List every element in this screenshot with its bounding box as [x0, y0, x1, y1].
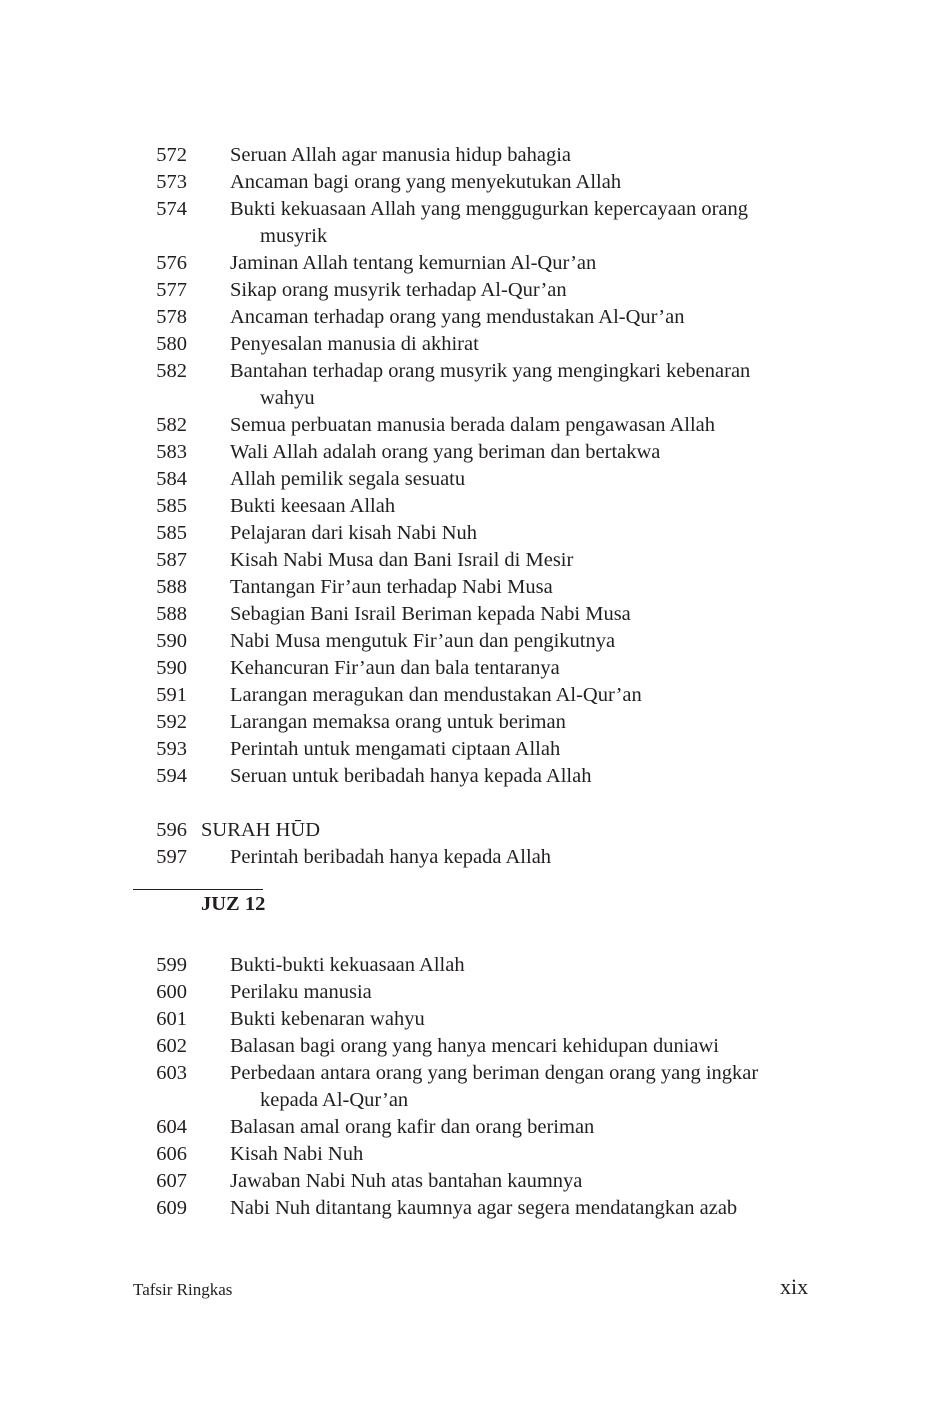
toc-entry-page: 582: [156, 414, 187, 436]
toc-entry-title-text: Seruan untuk beribadah hanya kepada Allah: [230, 765, 592, 787]
toc-entry-page: 572: [156, 144, 187, 166]
toc-entry-title-text: Kisah Nabi Nuh: [230, 1143, 364, 1165]
toc-entry: [0, 1168, 946, 1195]
toc-entry-title-text: Sikap orang musyrik terhadap Al-Qur’an: [230, 279, 567, 301]
toc-entry-page: 574: [156, 198, 187, 220]
toc-entry-title-text: Balasan bagi orang yang hanya mencari kehidupan duniawi: [230, 1035, 719, 1057]
toc-entry-title-text: Tantangan Fir’aun terhadap Nabi Musa: [230, 576, 553, 598]
toc-entry: [0, 466, 946, 493]
toc-entry-page: 603: [156, 1062, 187, 1084]
toc-entry-title-text: Ancaman bagi orang yang menyekutukan Allah: [230, 171, 622, 193]
toc-entry-title-text: Larangan memaksa orang untuk beriman: [230, 711, 566, 733]
toc-entry: [0, 547, 946, 574]
toc-entry: [0, 250, 946, 277]
toc-entry-title-text: Semua perbuatan manusia berada dalam pengawasan Allah: [230, 414, 715, 436]
toc-entry: [0, 844, 946, 871]
toc-entry-title-text: Bukti kekuasaan Allah yang menggugurkan kepercayaan orang: [230, 198, 749, 220]
toc-entry: [0, 952, 946, 979]
juz-heading: JUZ 12: [201, 893, 266, 915]
surah-heading-row: [0, 817, 946, 844]
toc-entry-page: 582: [156, 360, 187, 382]
toc-section-juz-12: [0, 952, 946, 1222]
toc-entry-page: 584: [156, 468, 187, 490]
surah-page-number: 596: [156, 819, 187, 841]
toc-entry-page: 590: [156, 657, 187, 679]
toc-entry-page: 588: [156, 576, 187, 598]
toc-entry-title-text: Wali Allah adalah orang yang beriman dan bertakwa: [230, 441, 661, 463]
toc-entry-title: [187, 1195, 830, 1222]
toc-entry-title: [187, 466, 830, 493]
toc-entry-title-text: Ancaman terhadap orang yang mendustakan Al-Qur’an: [230, 306, 685, 328]
toc-entry-title: [187, 1060, 830, 1114]
footer-book-title: Tafsir Ringkas: [133, 1280, 233, 1299]
toc-entry-title: [187, 709, 830, 736]
toc-entry: [0, 601, 946, 628]
toc-entry-title: [187, 736, 830, 763]
toc-entry: [0, 142, 946, 169]
toc-entry: [0, 574, 946, 601]
section-gap: [0, 790, 946, 817]
toc-entry-title-text: Larangan meragukan dan mendustakan Al-Qur’an: [230, 684, 642, 706]
toc-entry-title-text: Jawaban Nabi Nuh atas bantahan kaumnya: [230, 1170, 583, 1192]
toc-entry-title: [187, 1033, 830, 1060]
toc-entry-title-text: Bukti-bukti kekuasaan Allah: [230, 954, 465, 976]
toc-entry-page: 590: [156, 630, 187, 652]
toc-entry-title: [187, 331, 830, 358]
toc-entry-title: [187, 250, 830, 277]
toc-entry-title-text: Bukti kebenaran wahyu: [230, 1008, 425, 1030]
table-of-contents: [0, 142, 946, 1222]
toc-entry-title: [187, 601, 830, 628]
toc-entry-title-text: Allah pemilik segala sesuatu: [230, 468, 466, 490]
toc-entry: [0, 439, 946, 466]
toc-entry: [0, 412, 946, 439]
toc-entry-page: 583: [156, 441, 187, 463]
toc-entry-page: 606: [156, 1143, 187, 1165]
toc-entry-page: 602: [156, 1035, 187, 1057]
toc-entry-title-continuation: wahyu: [260, 387, 315, 409]
toc-entry: [0, 736, 946, 763]
toc-entry-page: 573: [156, 171, 187, 193]
toc-entry-page: 587: [156, 549, 187, 571]
toc-entry-page: 607: [156, 1170, 187, 1192]
toc-entry-page: 601: [156, 1008, 187, 1030]
toc-entry-page: 599: [156, 954, 187, 976]
toc-entry: [0, 682, 946, 709]
toc-entry-title: [187, 628, 830, 655]
toc-entry-title: [187, 1141, 830, 1168]
toc-entry: [0, 358, 946, 412]
toc-entry: [0, 979, 946, 1006]
toc-entry-title-text: Pelajaran dari kisah Nabi Nuh: [230, 522, 478, 544]
toc-entry-title: [187, 655, 830, 682]
toc-entry-title: [187, 142, 830, 169]
toc-entry-page: 604: [156, 1116, 187, 1138]
toc-entry-title-continuation: musyrik: [260, 225, 328, 247]
juz-block: [0, 871, 946, 952]
toc-entry: [0, 763, 946, 790]
toc-entry-title: [187, 763, 830, 790]
toc-entry-title-text: Perbedaan antara orang yang beriman dengan orang yang ingkar: [230, 1062, 759, 1084]
toc-entry: [0, 196, 946, 250]
toc-entry-page: 576: [156, 252, 187, 274]
toc-entry-title-text: Sebagian Bani Israil Beriman kepada Nabi Musa: [230, 603, 631, 625]
toc-entry-page: 580: [156, 333, 187, 355]
toc-entry-page: 577: [156, 279, 187, 301]
toc-entry-title: [187, 358, 830, 412]
toc-entry-title: [187, 493, 830, 520]
toc-entry-title-text: Seruan Allah agar manusia hidup bahagia: [230, 144, 571, 166]
toc-entry-title: [187, 169, 830, 196]
toc-entry-title-text: Balasan amal orang kafir dan orang beriman: [230, 1116, 595, 1138]
toc-entry-title-text: Nabi Musa mengutuk Fir’aun dan pengikutnya: [230, 630, 616, 652]
toc-entry-page: 600: [156, 981, 187, 1003]
toc-entry-title: [187, 520, 830, 547]
toc-entry: [0, 1060, 946, 1114]
toc-entry: [0, 331, 946, 358]
toc-entry-page: 594: [156, 765, 187, 787]
toc-entry-title-text: Penyesalan manusia di akhirat: [230, 333, 479, 355]
toc-entry-title: [187, 1168, 830, 1195]
toc-entry-title-text: Nabi Nuh ditantang kaumnya agar segera mendatangkan azab: [230, 1197, 738, 1219]
toc-entry-page: 592: [156, 711, 187, 733]
toc-entry-title: [187, 196, 830, 250]
toc-entry: [0, 1141, 946, 1168]
toc-entry-title-text: Kehancuran Fir’aun dan bala tentaranya: [230, 657, 560, 679]
toc-entry: [0, 709, 946, 736]
toc-entry: [0, 493, 946, 520]
toc-entry-title: [187, 844, 830, 871]
toc-entry-title: [187, 682, 830, 709]
toc-entry-title-text: Bantahan terhadap orang musyrik yang mengingkari kebenaran: [230, 360, 751, 382]
toc-entry-title-text: Perilaku manusia: [230, 981, 372, 1003]
toc-entry-page: 597: [156, 846, 187, 868]
toc-entry-page: 591: [156, 684, 187, 706]
toc-entry: [0, 655, 946, 682]
toc-entry-title: [187, 574, 830, 601]
toc-entry: [0, 277, 946, 304]
toc-entry-title: [187, 979, 830, 1006]
toc-section-surah-hud: [0, 844, 946, 871]
toc-entry-title: [187, 412, 830, 439]
footer-page-number: xix: [780, 1274, 809, 1299]
toc-entry-title-text: Perintah untuk mengamati ciptaan Allah: [230, 738, 561, 760]
toc-entry-page: 593: [156, 738, 187, 760]
toc-entry-title-text: Kisah Nabi Musa dan Bani Israil di Mesir: [230, 549, 574, 571]
toc-section-surah-yunus: [0, 142, 946, 790]
toc-entry-title: [187, 1114, 830, 1141]
toc-entry-title-text: Bukti keesaan Allah: [230, 495, 396, 517]
toc-entry: [0, 1006, 946, 1033]
toc-entry-page: 585: [156, 522, 187, 544]
toc-entry-title: [187, 952, 830, 979]
toc-entry: [0, 1033, 946, 1060]
toc-entry-title: [187, 439, 830, 466]
toc-entry-title-continuation: kepada Al-Qur’an: [260, 1089, 409, 1111]
toc-entry-page: 588: [156, 603, 187, 625]
toc-entry-title: [187, 1006, 830, 1033]
toc-entry-title-text: Jaminan Allah tentang kemurnian Al-Qur’an: [230, 252, 597, 274]
surah-heading: SURAH HŪD: [201, 819, 321, 841]
toc-entry-page: 609: [156, 1197, 187, 1219]
toc-entry-title: [187, 277, 830, 304]
toc-entry-page: 585: [156, 495, 187, 517]
toc-entry-title: [187, 304, 830, 331]
toc-entry: [0, 520, 946, 547]
toc-entry: [0, 1114, 946, 1141]
toc-entry: [0, 628, 946, 655]
toc-entry-title-text: Perintah beribadah hanya kepada Allah: [230, 846, 552, 868]
toc-entry: [0, 1195, 946, 1222]
toc-entry: [0, 169, 946, 196]
toc-entry-title: [187, 547, 830, 574]
juz-divider-rule: [133, 889, 263, 890]
toc-entry: [0, 304, 946, 331]
toc-entry-page: 578: [156, 306, 187, 328]
